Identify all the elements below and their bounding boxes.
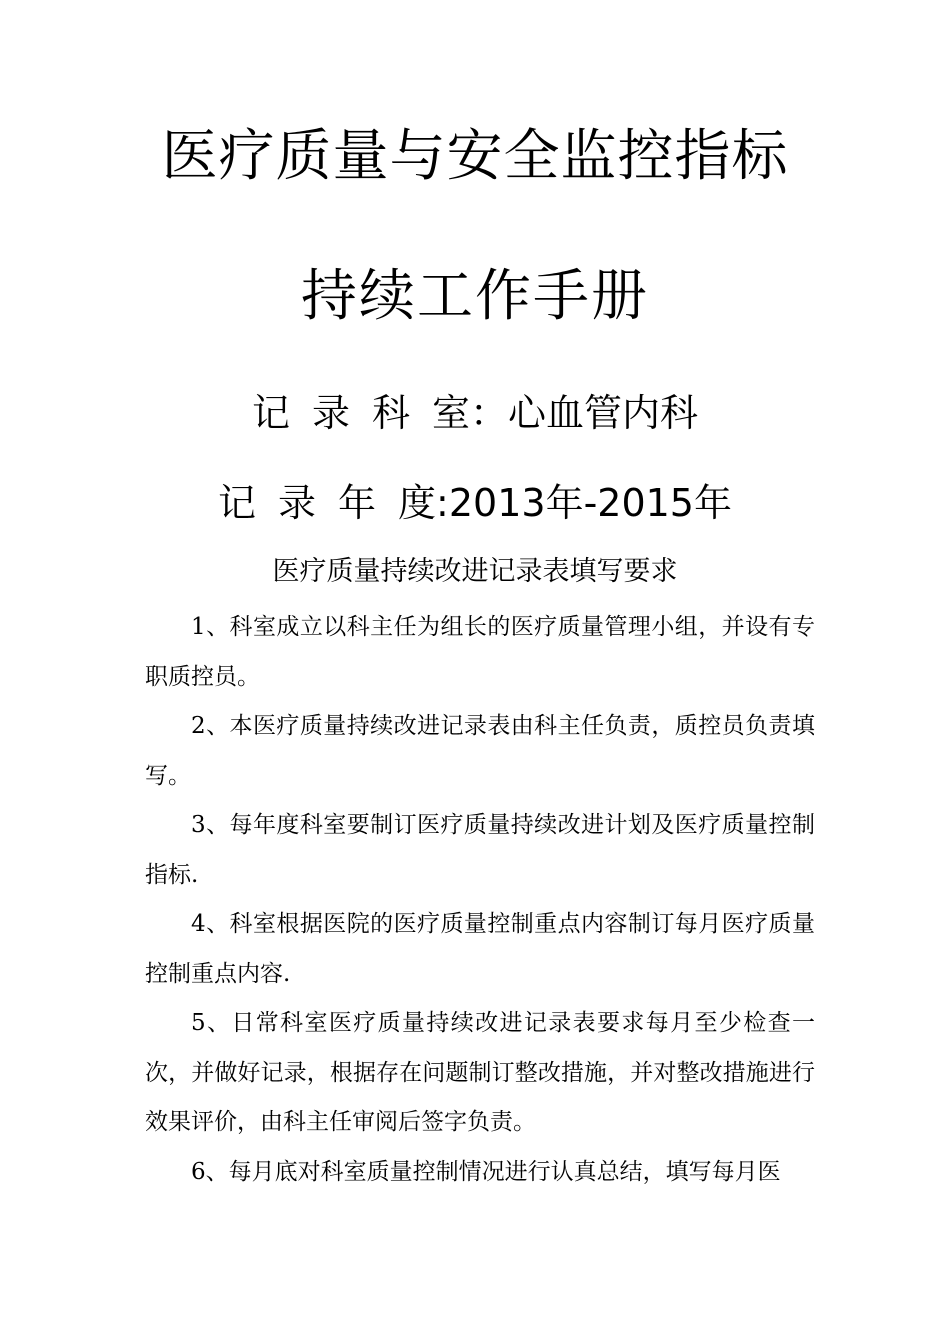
department-label-char: 室 (432, 391, 471, 435)
requirement-item: 1、科室成立以科主任为组长的医疗质量管理小组，并设有专职质控员。 (145, 614, 815, 690)
department-value: 心血管内科 (508, 391, 699, 435)
year-separator: : (436, 481, 449, 525)
requirements-list (145, 603, 815, 1197)
section-heading: 医疗质量持续改进记录表填写要求 (272, 556, 678, 587)
year-label-char: 录 (278, 481, 317, 525)
department-line (0, 390, 950, 436)
requirement-item: 6、每月底对科室质量控制情况进行认真总结，填写每月医 (191, 1158, 781, 1185)
department-label-char: 科 (371, 391, 410, 435)
year-line (0, 480, 950, 526)
requirement-item: 3、每年度科室要制订医疗质量持续改进计划及医疗质量控制指标. (145, 812, 815, 888)
year-label-char: 年 (338, 481, 377, 525)
document-title-line-1: 医疗质量与安全监控指标 (161, 124, 789, 189)
department-separator: ： (470, 391, 509, 435)
department-label-char: 记 (251, 391, 290, 435)
department-label-char: 录 (311, 391, 350, 435)
year-label-char: 记 (217, 481, 256, 525)
year-value: 2013年-2015年 (448, 481, 732, 525)
requirement-item: 2、本医疗质量持续改进记录表由科主任负责，质控员负责填写。 (145, 713, 815, 789)
requirement-item: 5、日常科室医疗质量持续改进记录表要求每月至少检查一次，并做好记录，根据存在问题制订整改措施，并对整改措施进行效果评价，由科主任审阅后签字负责。 (145, 1010, 815, 1135)
document-title-line-2: 持续工作手册 (301, 264, 649, 329)
year-label-char: 度 (398, 481, 437, 525)
requirement-item: 4、科室根据医院的医疗质量控制重点内容制订每月医疗质量控制重点内容. (145, 911, 815, 987)
